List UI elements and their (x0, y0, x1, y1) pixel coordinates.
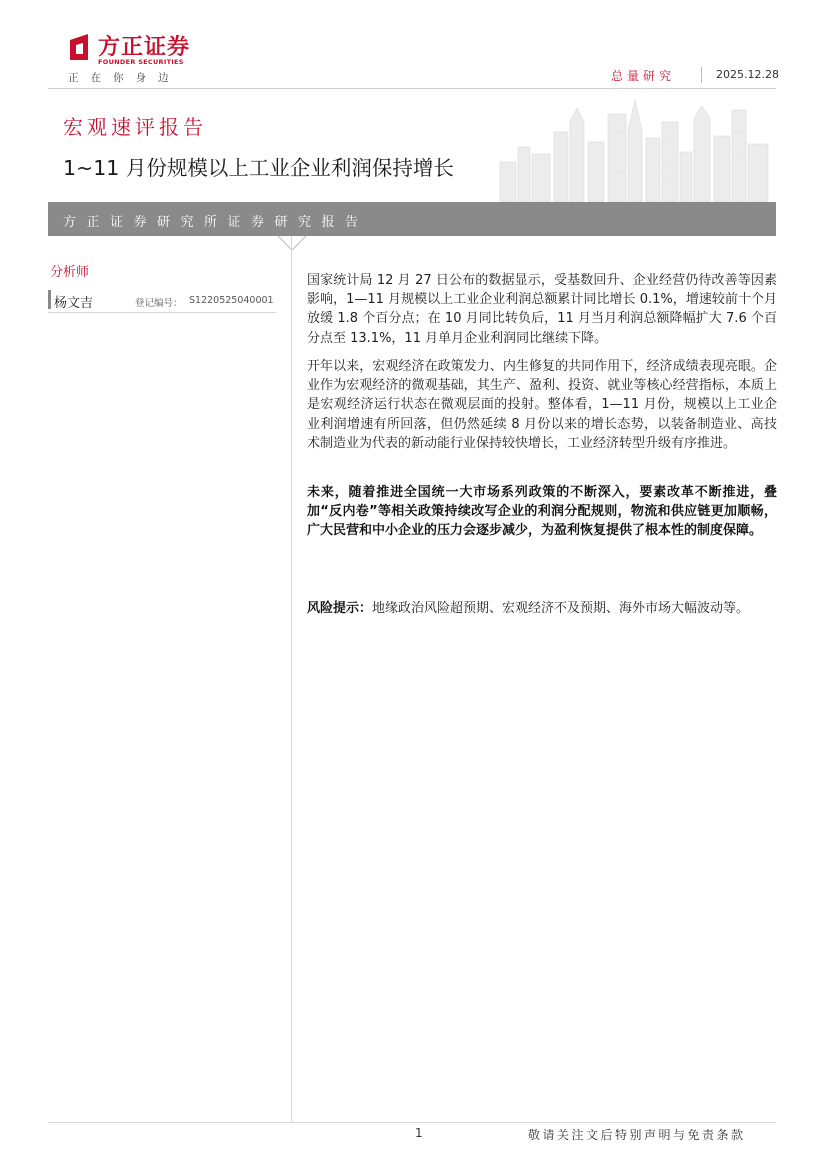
analyst-marker (48, 290, 51, 309)
company-slogan: 正在你身边 (68, 72, 181, 84)
header-rule (48, 88, 776, 89)
risk-paragraph (307, 599, 777, 618)
footer-rule (48, 1122, 776, 1123)
founder-logo-icon (66, 32, 92, 62)
column-divider (291, 236, 292, 1122)
logo-text-cn: 方正证券 (98, 35, 191, 60)
body-paragraph-2: 开年以来，宏观经济在政策发力、内生修复的共同作用下，经济成绩表现亮眼。企业作为宏观经济的微观基础，其生产、盈利、投资、就业等核心经营指标，本质上是宏观经济运行状态在微观层面的投射。整体看，1—11 月份，规模以上工业企业利润增速有所回落，但仍然延续 8 月份以来的增长态势，以装备制造业、高技术制造业为代表的新动能行业保持较快增长，工业经济转型升级有序推进。 (307, 359, 777, 451)
city-skyline-illustration (470, 92, 776, 202)
page-number: 1 (415, 1126, 423, 1140)
outlook-paragraph: 未来，随着推进全国统一大市场系列政策的不断深入，要素改革不断推进，叠加“反内卷”等相关政策持续改写企业的利润分配规则，物流和供应链更加顺畅，广大民营和中小企业的压力会逐步减少，为盈利恢复提供了根本性的制度保障。 (307, 485, 777, 539)
analyst-row (48, 288, 276, 313)
banner-notch (278, 236, 306, 252)
body-paragraph-1: 国家统计局 12 月 27 日公布的数据显示，受基数回升、企业经营仍待改善等因素影响，1—11 月规模以上工业企业利润总额累计同比增长 0.1%，增速较前十个月放缓 1.8 个百分点；在 10 月同比转负后，11 月当月利润总额降幅扩大 7.6 个百分点至 13.1%，11 月单月企业利润同比继续下降。 (307, 273, 777, 346)
report-type: 总量研究 (611, 69, 676, 83)
institute-banner (48, 202, 776, 236)
risk-text: 地缘政治风险超预期、宏观经济不及预期、海外市场大幅波动等。 (372, 601, 750, 616)
disclaimer-notice: 敬请关注文后特别声明与免责条款 (528, 1128, 746, 1142)
report-date: 2025.12.28 (716, 68, 779, 81)
report-category: 宏观速评报告 (63, 115, 207, 139)
logo-text-en: FOUNDER SECURITIES (98, 58, 184, 66)
header-divider (701, 67, 702, 83)
risk-label: 风险提示： (307, 601, 373, 616)
registration-number: S1220525040001 (189, 295, 274, 306)
analyst-heading: 分析师 (50, 265, 90, 280)
report-title: 1~11 月份规模以上工业企业利润保持增长 (63, 156, 454, 180)
banner-text: 方正证券研究所证券研究报告 (63, 215, 369, 230)
registration-label: 登记编号： (135, 298, 183, 309)
analyst-name: 杨文吉 (54, 296, 94, 311)
